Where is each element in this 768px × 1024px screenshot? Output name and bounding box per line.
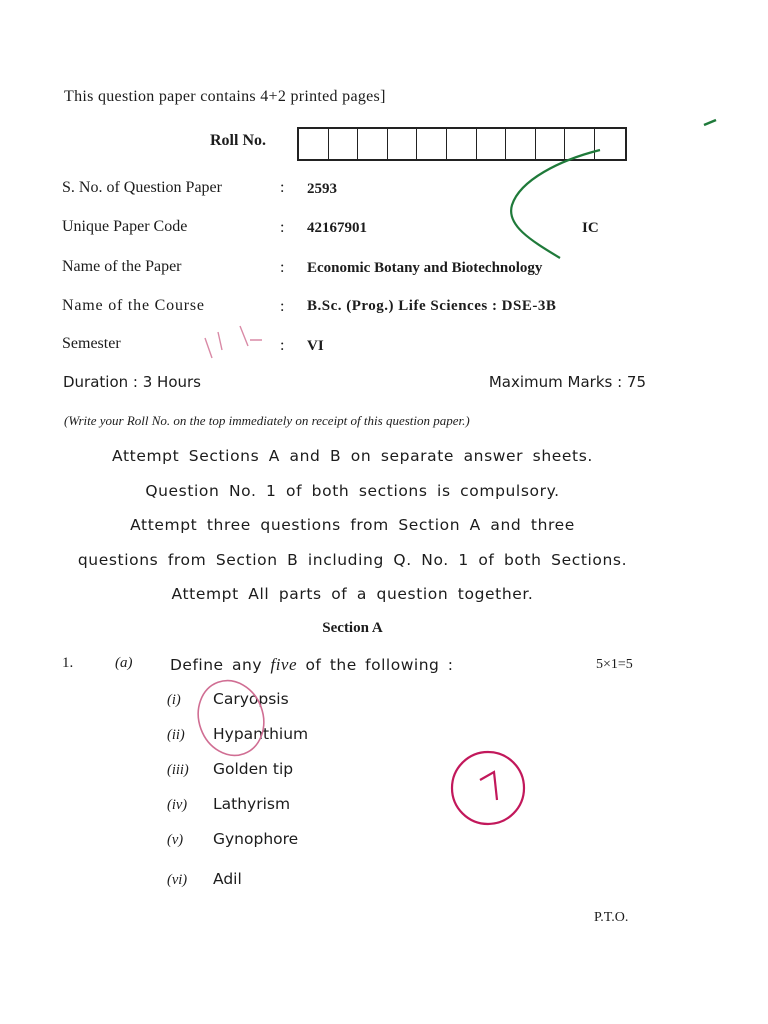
- paper-name-value: Economic Botany and Biotechnology: [307, 260, 543, 276]
- red-circle-annotation: [188, 671, 274, 764]
- sub-item-text: Golden tip: [213, 760, 294, 778]
- paper-code-suffix: IC: [582, 220, 599, 236]
- paper-code-label: Unique Paper Code: [62, 218, 188, 235]
- pto-note: P.T.O.: [594, 910, 629, 925]
- sub-item-text: Hypanthium: [213, 725, 309, 743]
- serial-number-value: 2593: [307, 181, 337, 197]
- course-name-label: Name of the Course: [62, 297, 205, 314]
- question-text-before: Define any: [170, 656, 263, 674]
- sub-item-number: (ii): [167, 727, 185, 743]
- instruction-line: Attempt Sections A and B on separate answer sheets.: [112, 447, 593, 465]
- red-marks-digit: [480, 772, 497, 800]
- sub-item-text: Gynophore: [213, 830, 299, 848]
- course-name-value: B.Sc. (Prog.) Life Sciences : DSE-3B: [307, 298, 557, 314]
- roll-number-instruction: (Write your Roll No. on the top immediately on receipt of this question paper.): [64, 413, 470, 428]
- paper-code-colon: :: [280, 219, 285, 236]
- paper-code-value: 42167901: [307, 220, 367, 236]
- sub-item-text: Caryopsis: [213, 690, 289, 708]
- semester-colon: :: [280, 337, 285, 354]
- sub-item-text: Adil: [213, 870, 242, 888]
- green-check-mark: [511, 150, 600, 258]
- sub-item-number: (iii): [167, 762, 189, 778]
- paper-name-colon: :: [280, 259, 285, 276]
- course-name-colon: :: [280, 298, 285, 315]
- duration: Duration : 3 Hours: [63, 373, 201, 391]
- question-text-after: of the following :: [305, 656, 454, 674]
- instruction-line: Attempt three questions from Section A and three: [130, 516, 575, 534]
- section-title: Section A: [322, 620, 383, 636]
- roll-number-label: Roll No.: [210, 132, 266, 149]
- sub-item-number: (i): [167, 692, 181, 708]
- red-marks-circle: [452, 752, 524, 824]
- red-scribble-mark: [205, 326, 262, 358]
- instruction-line: Attempt All parts of a question together.: [171, 585, 534, 603]
- sub-item-number: (iv): [167, 797, 188, 813]
- sub-item-text: Lathyrism: [213, 795, 291, 813]
- paper-name-label: Name of the Paper: [62, 258, 182, 275]
- serial-number-label: S. No. of Question Paper: [62, 179, 222, 196]
- question-text-emphasis: five: [270, 655, 298, 674]
- instruction-line: questions from Section B including Q. No. 1 of both Sections.: [77, 551, 628, 569]
- green-dash-mark: [704, 120, 716, 125]
- serial-number-colon: :: [280, 179, 285, 196]
- semester-value: VI: [307, 338, 324, 354]
- instruction-line: Question No. 1 of both sections is compulsory.: [145, 482, 560, 500]
- semester-label: Semester: [62, 335, 121, 352]
- question-number: 1.: [62, 655, 74, 671]
- maximum-marks: Maximum Marks : 75: [488, 373, 646, 391]
- sub-item-number: (vi): [167, 872, 188, 888]
- pages-note: This question paper contains 4+2 printed pages]: [64, 88, 386, 105]
- question-marks: 5×1=5: [596, 657, 633, 672]
- sub-item-number: (v): [167, 832, 184, 848]
- question-part: (a): [115, 655, 133, 671]
